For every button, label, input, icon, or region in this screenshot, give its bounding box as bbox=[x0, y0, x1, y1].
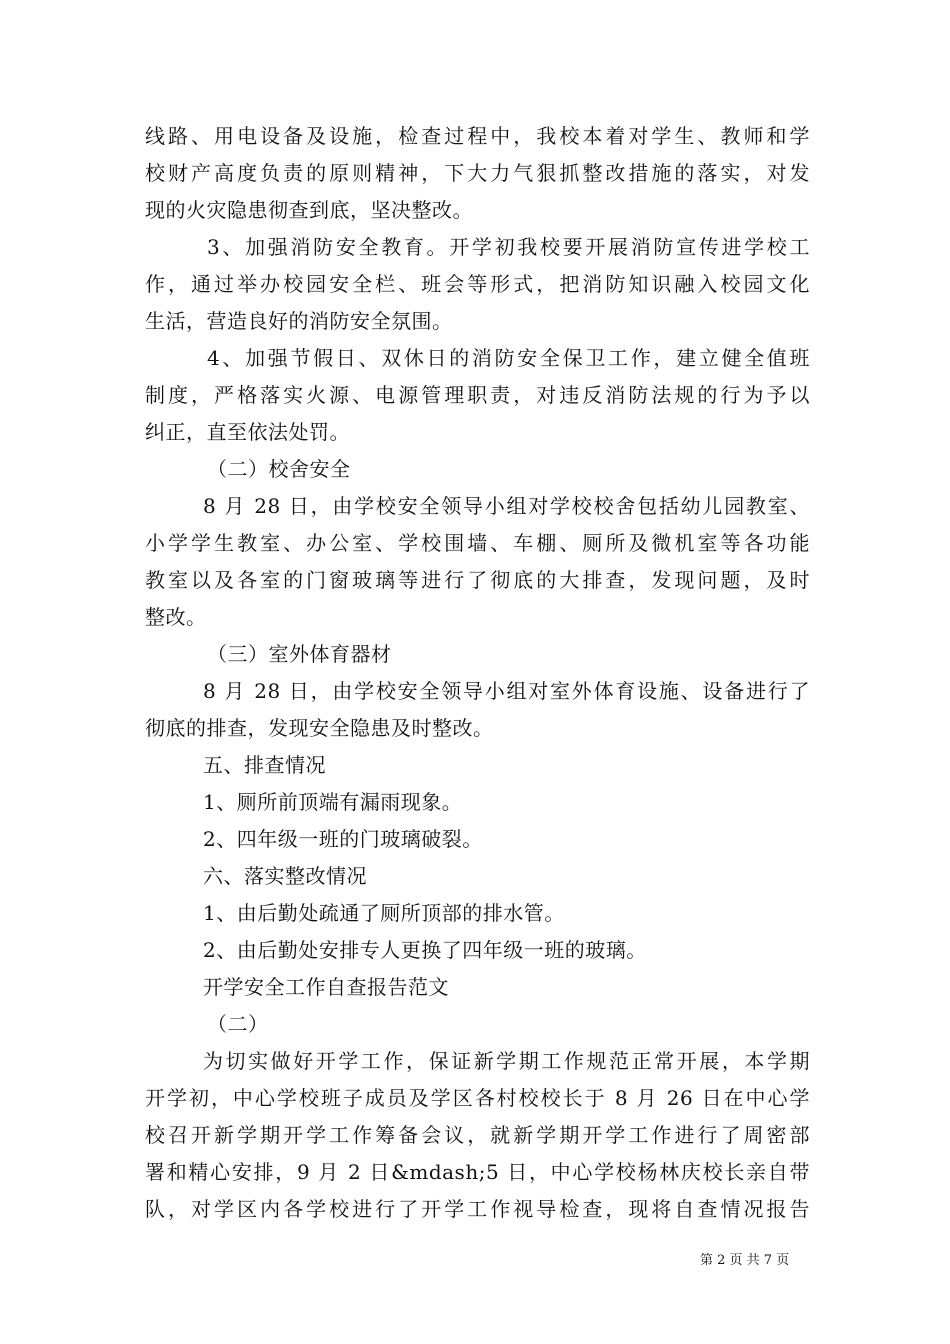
body-text-line: 2、四年级一班的门玻璃破裂。 bbox=[203, 827, 483, 851]
body-text-line: 为切实做好开学工作，保证新学期工作规范正常开展，本学期 bbox=[203, 1049, 810, 1073]
body-text-line: 校财产高度负责的原则精神，下大力气狠抓整改措施的落实，对发 bbox=[145, 161, 810, 185]
body-text-line: 整改。 bbox=[145, 605, 207, 629]
body-text-line: 署和精心安排，9 月 2 日&mdash;5 日，中心学校杨林庆校长亲自带 bbox=[145, 1160, 810, 1184]
body-text-line: 队，对学区内各学校进行了开学工作视导检查，现将自查情况报告 bbox=[145, 1197, 810, 1221]
body-text-line: 作，通过举办校园安全栏、班会等形式，把消防知识融入校园文化 bbox=[145, 272, 810, 296]
body-text-line: 2、由后勤处安排专人更换了四年级一班的玻璃。 bbox=[203, 938, 647, 962]
body-text-line: （三）室外体育器材 bbox=[207, 642, 392, 666]
body-text-line: 8 月 28 日，由学校安全领导小组对室外体育设施、设备进行了 bbox=[203, 679, 810, 703]
body-text-line: （二） bbox=[207, 1012, 269, 1036]
body-text-line: 开学初，中心学校班子成员及学区各村校校长于 8 月 26 日在中心学 bbox=[145, 1086, 810, 1110]
body-text-line: 彻底的排查，发现安全隐患及时整改。 bbox=[145, 716, 494, 740]
document-body bbox=[145, 118, 810, 1228]
body-text-line: 校召开新学期开学工作筹备会议，就新学期开学工作进行了周密部 bbox=[145, 1123, 810, 1147]
body-text-line: 1、由后勤处疏通了厕所顶部的排水管。 bbox=[203, 901, 565, 925]
body-text-line: 五、排查情况 bbox=[203, 753, 326, 777]
body-text-line: 8 月 28 日，由学校安全领导小组对学校校舍包括幼儿园教室、 bbox=[203, 494, 810, 518]
body-text-line: 线路、用电设备及设施，检查过程中，我校本着对学生、教师和学 bbox=[145, 124, 810, 148]
page-number-footer: 第 2 页 共 7 页 bbox=[700, 1253, 790, 1268]
body-text-line: 小学学生教室、办公室、学校围墙、车棚、厕所及微机室等各功能 bbox=[145, 531, 810, 555]
body-text-line: 3、加强消防安全教育。开学初我校要开展消防宣传进学校工 bbox=[207, 235, 810, 259]
body-text-line: 现的火灾隐患彻查到底，坚决整改。 bbox=[145, 198, 473, 222]
body-text-line: 教室以及各室的门窗玻璃等进行了彻底的大排查，发现问题，及时 bbox=[145, 568, 810, 592]
body-text-line: 制度，严格落实火源、电源管理职责，对违反消防法规的行为予以 bbox=[145, 383, 810, 407]
body-text-line: 4、加强节假日、双休日的消防安全保卫工作，建立健全值班 bbox=[207, 346, 810, 370]
body-text-line: （二）校舍安全 bbox=[207, 457, 351, 481]
body-text-line: 开学安全工作自查报告范文 bbox=[203, 975, 449, 999]
body-text-line: 六、落实整改情况 bbox=[203, 864, 367, 888]
body-text-line: 纠正，直至依法处罚。 bbox=[145, 420, 350, 444]
body-text-line: 生活，营造良好的消防安全氛围。 bbox=[145, 309, 453, 333]
body-text-line: 1、厕所前顶端有漏雨现象。 bbox=[203, 790, 463, 814]
